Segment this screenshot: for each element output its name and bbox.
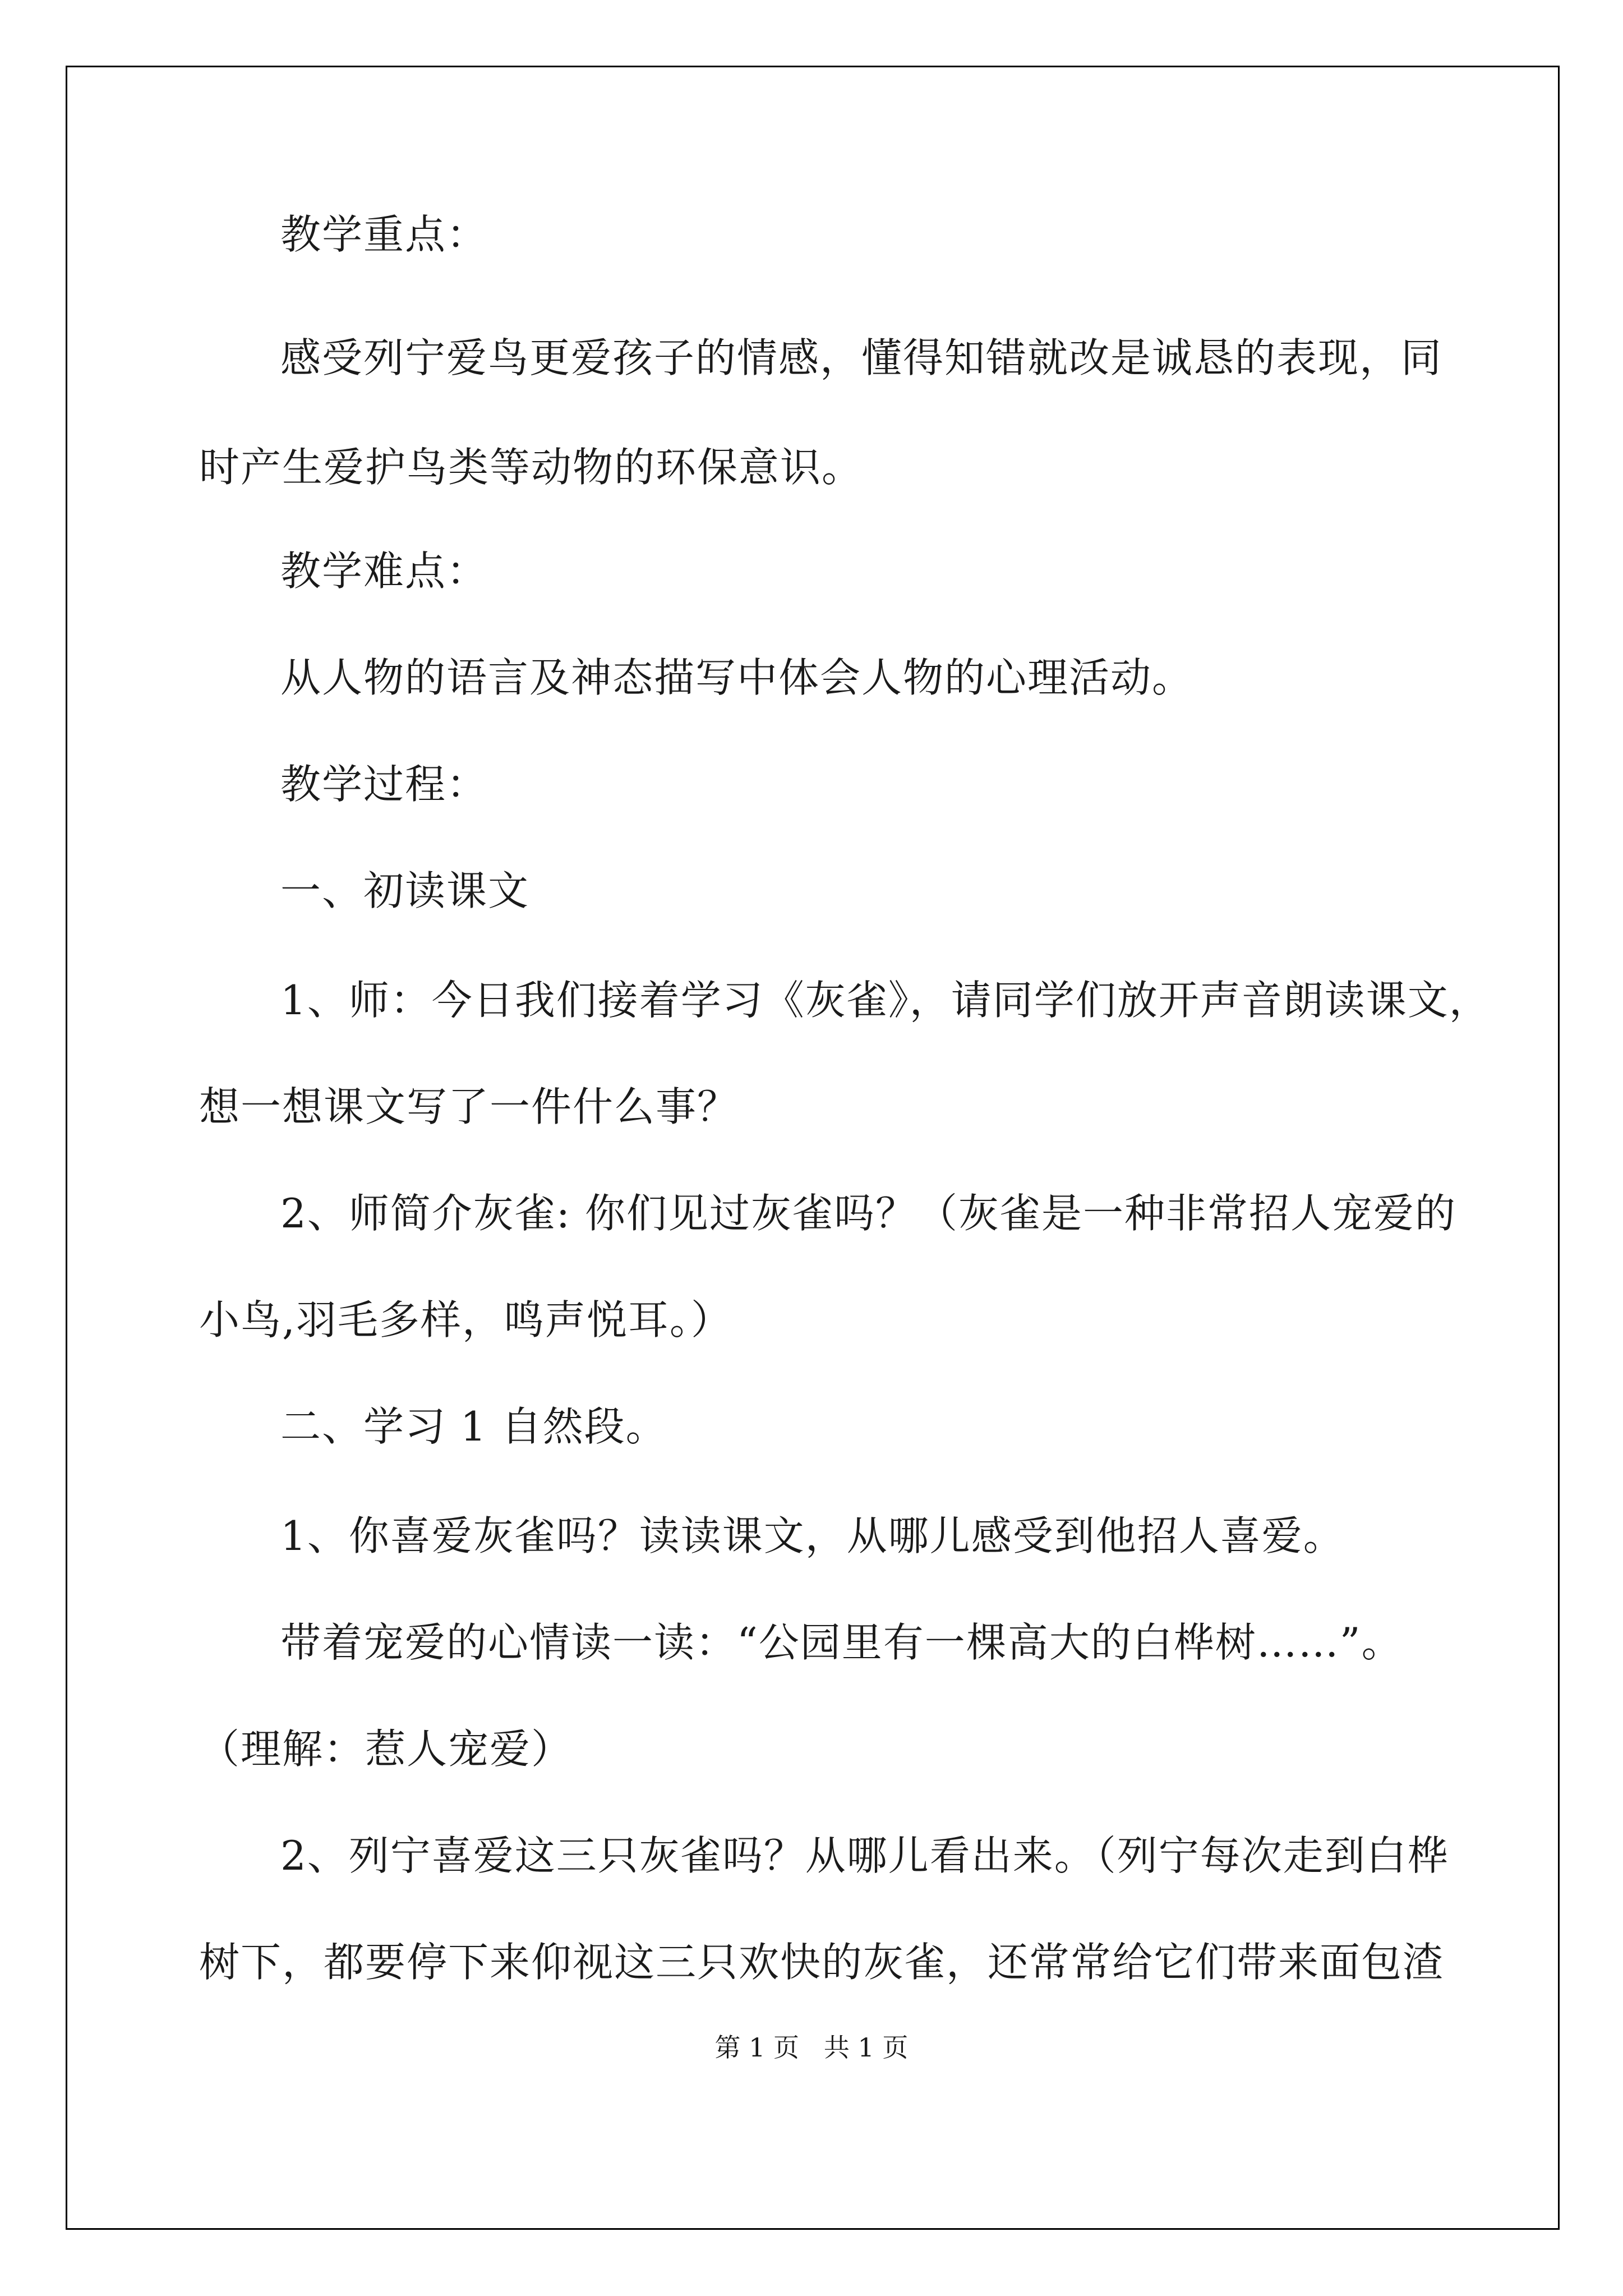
page-border bbox=[66, 66, 1560, 2230]
paragraph-line: （理解：惹人宠爱） bbox=[199, 1726, 573, 1773]
heading-teaching-focus: 教学重点： bbox=[280, 211, 488, 258]
paragraph-line: 2、列宁喜爱这三只灰雀吗？从哪儿看出来。（列宁每次走到白桦 bbox=[280, 1832, 1449, 1879]
section-heading: 一、初读课文 bbox=[280, 867, 530, 914]
paragraph-line: 1、你喜爱灰雀吗？读读课文，从哪儿感受到他招人喜爱。 bbox=[280, 1512, 1345, 1559]
paragraph-line: 感受列宁爱鸟更爱孩子的情感，懂得知错就改是诚恳的表现，同 bbox=[280, 334, 1443, 381]
paragraph-line: 带着宠爱的心情读一读：“公园里有一棵高大的白桦树……”。 bbox=[280, 1619, 1403, 1666]
section-heading: 二、学习 1 自然段。 bbox=[280, 1403, 667, 1450]
paragraph-line: 小鸟,羽毛多样，鸣声悦耳。） bbox=[199, 1296, 732, 1343]
heading-teaching-process: 教学过程： bbox=[280, 761, 488, 808]
paragraph-line: 2、师简介灰雀: 你们见过灰雀吗？（灰雀是一种非常招人宠爱的 bbox=[280, 1190, 1456, 1237]
paragraph-line: 1、师：今日我们接着学习《灰雀》，请同学们放开声音朗读课文， bbox=[280, 977, 1491, 1024]
paragraph-line: 想一想课文写了一件什么事？ bbox=[199, 1083, 739, 1130]
page-footer: 第 1 页 共 1 页 bbox=[714, 2032, 909, 2063]
paragraph-line: 从人物的语言及神态描写中体会人物的心理活动。 bbox=[280, 654, 1194, 701]
paragraph-line: 树下，都要停下来仰视这三只欢快的灰雀，还常常给它们带来面包渣 bbox=[199, 1939, 1445, 1986]
heading-teaching-difficulty: 教学难点： bbox=[280, 547, 488, 595]
paragraph-line: 时产生爱护鸟类等动物的环保意识。 bbox=[199, 444, 864, 491]
